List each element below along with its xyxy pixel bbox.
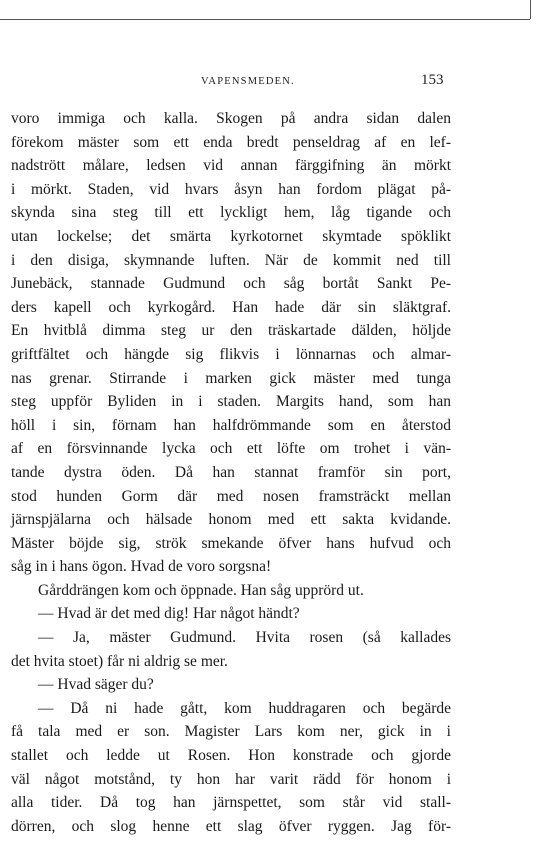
text-line: — Då ni hade gått, kom huddragaren och begärde bbox=[38, 699, 451, 717]
text-line: få tala med er son. Magister Lars kom ner, gick in i bbox=[11, 723, 451, 741]
text-line: stod hunden Gorm där med nosen framsträckt mellan bbox=[11, 487, 451, 505]
text-line: Junebäck, stannade Gudmund och såg bortåt Sankt Pe- bbox=[11, 275, 451, 293]
text-line: förekom mäster som ett enda bredt penseldrag af en lef- bbox=[11, 133, 451, 151]
body-text bbox=[11, 107, 451, 838]
text-line: i mörkt. Staden, vid hvars åsyn han fordom plägat på- bbox=[11, 180, 451, 198]
text-line: dörren, och slog henne ett slag öfver ryggen. Jag för- bbox=[11, 817, 451, 835]
text-line: voro immiga och kalla. Skogen på andra sidan dalen bbox=[11, 110, 451, 127]
text-line: griftfältet och hängde sig flikvis i lönnarnas och almar- bbox=[11, 345, 451, 363]
text-line: skynda sina steg till ett lyckligt hem, låg tigande och bbox=[11, 204, 451, 222]
page-edge-top bbox=[0, 19, 530, 20]
text-line: nadstrött målare, ledsen vid annan färggifning än mörkt bbox=[11, 157, 451, 175]
running-title: VAPENSMEDEN. bbox=[201, 76, 295, 87]
page-edge-right bbox=[530, 0, 531, 19]
text-line: steg uppför Byliden in i staden. Margits hand, som han bbox=[11, 393, 451, 411]
text-line: utan lockelse; det smärta kyrkotornet skymtade spöklikt bbox=[11, 227, 451, 245]
text-line: En hvitblå dimma steg ur den träskartade dälden, höljde bbox=[11, 322, 451, 340]
text-line: det hvita stoet) får ni aldrig se mer. bbox=[11, 652, 228, 670]
text-line: i den disiga, skymnande luften. När de kommit ned till bbox=[11, 251, 451, 269]
text-line: Mäster böjde sig, strök smekande öfver hans hufvud och bbox=[11, 534, 451, 552]
text-line: — Ja, mäster Gudmund. Hvita rosen (så kallades bbox=[38, 629, 451, 647]
text-line: väl något motstånd, ty hon har varit rädd för honom i bbox=[11, 770, 451, 788]
text-line: stallet och ledde ut Rosen. Hon konstrade och gjorde bbox=[11, 747, 451, 765]
text-line: järnspjälarna och hälsade honom med ett sakta kvidande. bbox=[11, 511, 451, 529]
text-line: nas grenar. Stirrande i marken gick mäster med tunga bbox=[11, 369, 451, 387]
text-line: höll i sin, förnam han halfdrömmande som en återstod bbox=[11, 416, 451, 434]
text-line: Gårddrängen kom och öppnade. Han såg upprörd ut. bbox=[38, 581, 364, 599]
page-number: 153 bbox=[421, 72, 444, 88]
text-line: tande dystra öden. Då han stannat framför sin port, bbox=[11, 463, 451, 481]
text-line: af en försvinnande lycka och ett löfte om trohet i vän- bbox=[11, 440, 451, 458]
text-line: alla tider. Då tog han järnspettet, som står vid stall- bbox=[11, 794, 451, 812]
text-line: — Hvad är det med dig! Har något händt? bbox=[38, 605, 300, 623]
text-line: — Hvad säger du? bbox=[38, 676, 154, 694]
text-line: ders kapell och kyrkogård. Han hade där sin släktgraf. bbox=[11, 298, 451, 316]
text-line: såg in i hans ögon. Hvad de voro sorgsna! bbox=[11, 558, 272, 576]
